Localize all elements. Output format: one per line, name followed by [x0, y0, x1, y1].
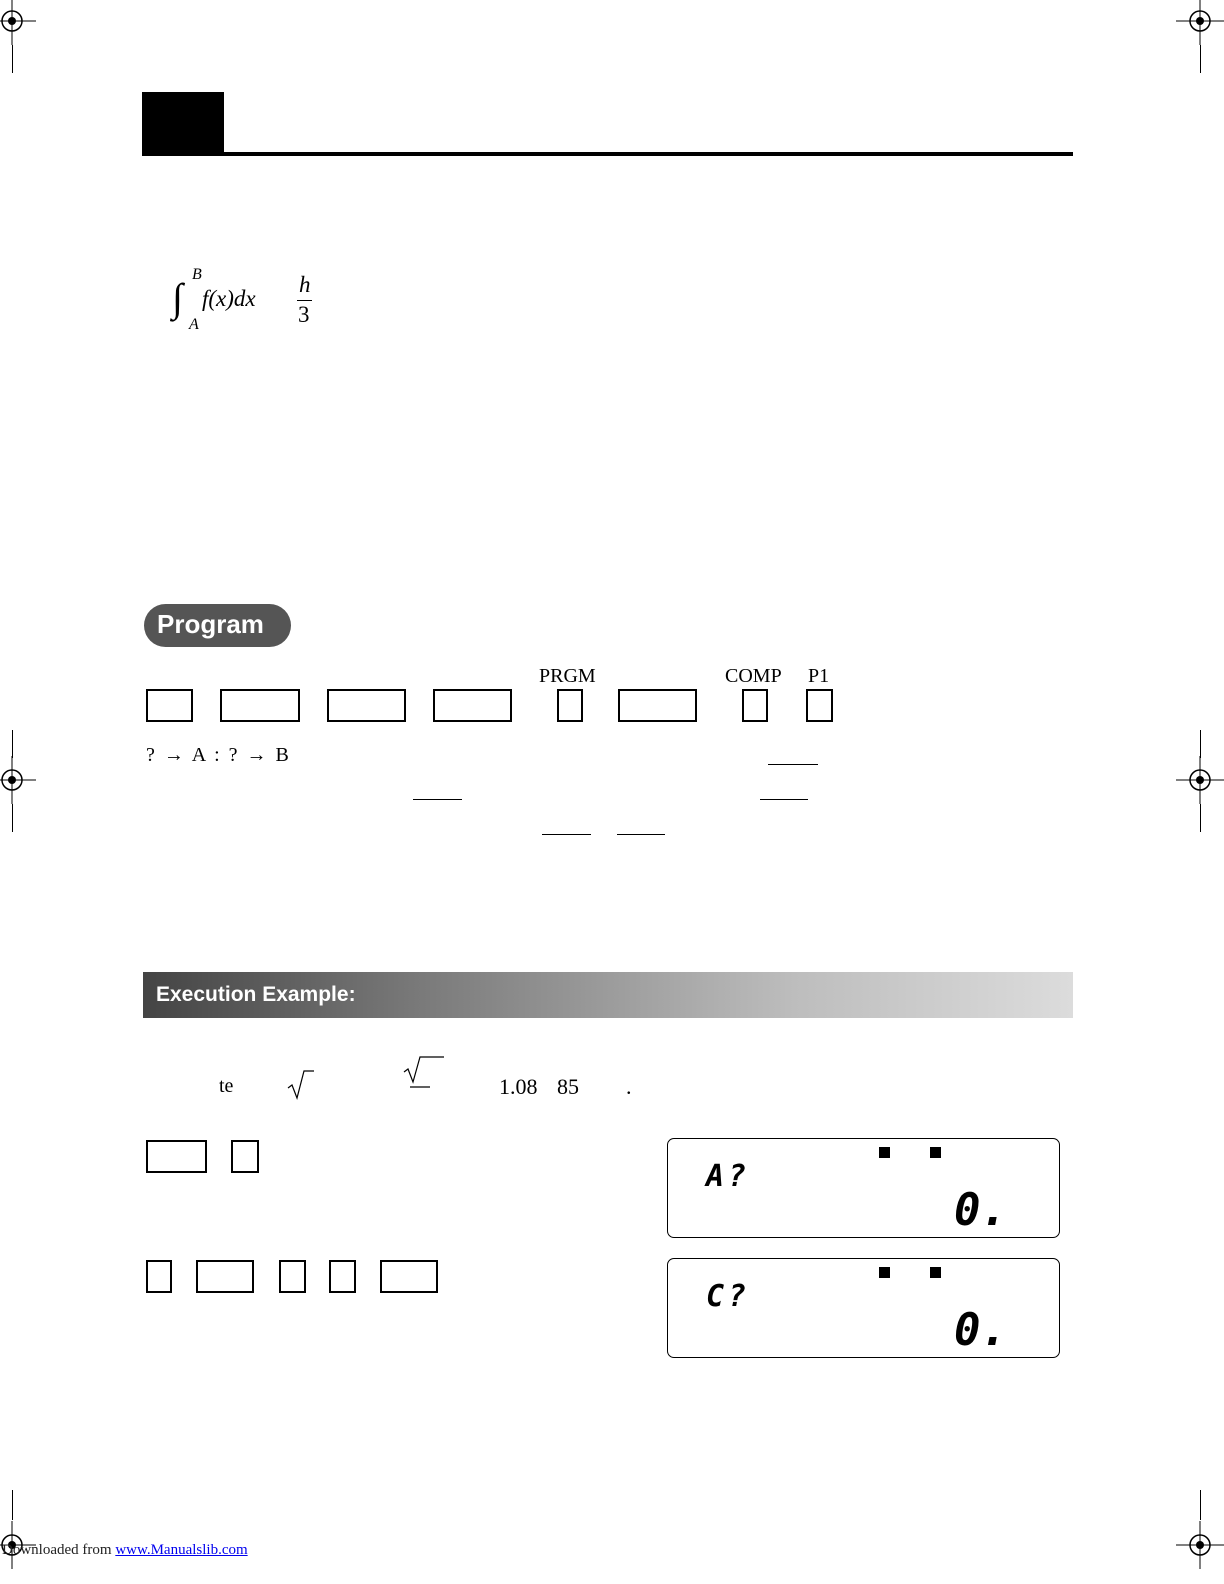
footer-link[interactable]: www.Manualslib.com	[115, 1542, 248, 1558]
lcd-display	[667, 1138, 1060, 1238]
footer-prefix: Downloaded from	[2, 1542, 116, 1558]
execution-banner-label: Execution Example:	[156, 983, 356, 1006]
example-value: 85	[557, 1074, 579, 1099]
lcd-value: 0.	[954, 1305, 1007, 1356]
calculator-key[interactable]	[433, 689, 512, 722]
calculator-key[interactable]	[146, 1140, 207, 1173]
underline-mark	[542, 834, 591, 835]
crop-line	[12, 804, 13, 832]
calculator-key[interactable]	[806, 689, 833, 722]
calculator-key[interactable]	[380, 1260, 438, 1293]
footer	[2, 1542, 248, 1559]
lcd-indicator	[930, 1147, 941, 1158]
header-block	[142, 92, 224, 156]
calculator-key[interactable]	[327, 689, 406, 722]
registration-mark-icon	[1176, 0, 1224, 45]
underline-mark	[768, 764, 818, 765]
program-code-line: ? → A : ? → B	[146, 744, 291, 766]
lcd-prompt: C?	[706, 1279, 751, 1314]
mode-label-prgm: PRGM	[539, 665, 596, 687]
registration-mark-icon	[0, 756, 36, 804]
fraction-bar	[297, 300, 312, 301]
square-root-icon	[402, 1054, 446, 1092]
calculator-key[interactable]	[146, 689, 193, 722]
crop-line	[1200, 804, 1201, 832]
registration-mark-icon	[1176, 1521, 1224, 1569]
example-value: 1.08	[499, 1074, 538, 1099]
program-badge-label: Program	[157, 609, 264, 639]
calculator-key[interactable]	[196, 1260, 254, 1293]
integrand: f(x)dx	[202, 286, 256, 311]
integral-sign: ∫	[172, 275, 183, 320]
example-period: .	[626, 1074, 632, 1099]
integral-upper-limit: B	[192, 266, 202, 283]
example-text-fragment: te	[219, 1075, 234, 1097]
registration-mark-icon	[1176, 756, 1224, 804]
crop-line	[1200, 730, 1201, 758]
underline-mark	[617, 834, 665, 835]
crop-line	[12, 730, 13, 758]
calculator-key[interactable]	[618, 689, 697, 722]
lcd-value: 0.	[954, 1185, 1007, 1236]
underline-mark	[760, 799, 808, 800]
header-rule	[142, 152, 1073, 156]
crop-line	[1200, 1490, 1201, 1520]
calculator-key[interactable]	[557, 689, 583, 722]
calculator-key[interactable]	[146, 1260, 172, 1293]
lcd-indicator	[879, 1267, 890, 1278]
lcd-indicator	[879, 1147, 890, 1158]
calculator-key[interactable]	[742, 689, 768, 722]
fraction-denominator: 3	[298, 302, 310, 327]
calculator-key[interactable]	[231, 1140, 259, 1173]
crop-line	[1200, 45, 1201, 73]
crop-line	[12, 1490, 13, 1520]
calculator-key[interactable]	[220, 689, 300, 722]
integral-lower-limit: A	[189, 316, 199, 333]
lcd-indicator	[930, 1267, 941, 1278]
square-root-icon	[286, 1068, 316, 1100]
underline-mark	[413, 799, 462, 800]
crop-line	[12, 45, 13, 73]
calculator-key[interactable]	[279, 1260, 306, 1293]
calculator-key[interactable]	[329, 1260, 356, 1293]
mode-label-p1: P1	[808, 665, 830, 687]
integral-formula	[172, 264, 332, 344]
mode-label-comp: COMP	[725, 665, 782, 687]
lcd-display	[667, 1258, 1060, 1358]
lcd-prompt: A?	[706, 1159, 751, 1194]
fraction-numerator: h	[299, 272, 311, 297]
registration-mark-icon	[0, 0, 36, 45]
